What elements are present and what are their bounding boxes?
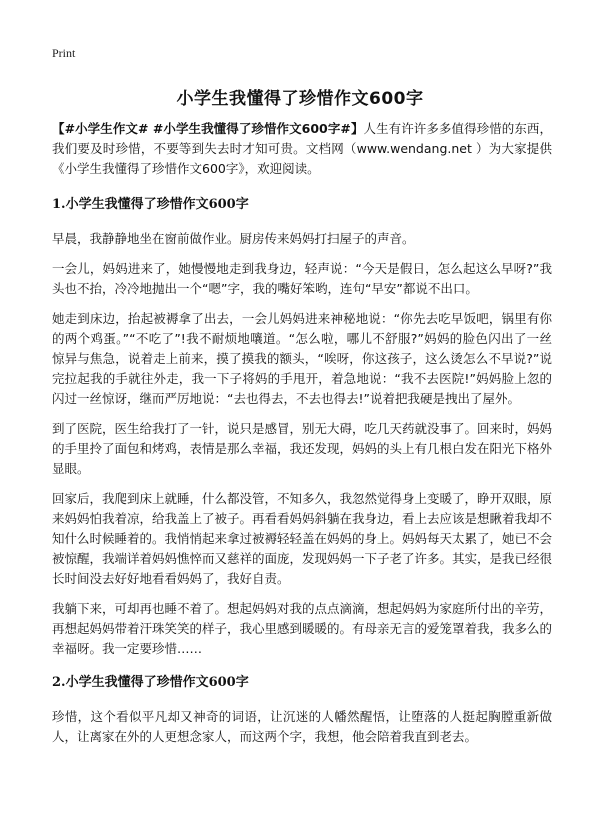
- section-2-paragraph-1: 珍惜，这个看似平凡却又神奇的词语，让沉迷的人幡然醒悟，让堕落的人挺起胸膛重新做人，让离家在外的人更想念家人，而这两个字，我想，他会陪着我直到老去。: [52, 709, 552, 744]
- section-1-paragraph-5: 回家后，我爬到床上就睡，什么都没管，不知多久，我忽然觉得身上变暖了，睁开双眼，原来妈妈怕我着凉，给我盖上了被子。再看看妈妈斜躺在我身边，看上去应该是想瞅着我却不知什么时候睡着的。我悄悄起来拿过被褥轻轻盖在妈妈的身上。妈妈每天太累了，她已不会被惊醒，我端详着妈妈憔悴而又慈祥的面庞，发现妈妈一下子老了许多。其实，是我已经很长时间没去好好地看看妈妈了，我好自责。: [52, 491, 553, 586]
- intro-paragraph: [52, 119, 552, 179]
- section-1-paragraph-2: 一会儿，妈妈进来了，她慢慢地走到我身边，轻声说：“今天是假日，怎么起这么早呀?”我头也不抬，冷冷地抛出一个“嗯”字，我的嘴好笨哟，连句“早安”都说不出口。: [52, 261, 552, 296]
- page-title: 小学生我懂得了珍惜作文600字: [176, 89, 424, 109]
- section-1-heading: 1.小学生我懂得了珍惜作文600字: [52, 197, 249, 212]
- print-label: Print: [52, 46, 76, 60]
- intro-text: 人生有许许多多值得珍惜的东西，我们要及时珍惜，不要等到失去时才知可贵。文档网（www.wendang.net ）为大家提供《小学生我懂得了珍惜作文600字》，欢迎阅读。: [52, 121, 552, 176]
- article-body: [52, 119, 552, 757]
- section-1-paragraph-4: 到了医院，医生给我打了一针，说只是感冒，别无大碍，吃几天药就没事了。回来时，妈妈的手里拎了面包和烤鸡，表情是那么幸福，我还发现，妈妈的头上有几根白发在阳光下格外显眼。: [52, 421, 553, 476]
- intro-tags: 【#小学生作文# #小学生我懂得了珍惜作文600字#】: [52, 121, 364, 136]
- section-1-paragraph-6: 我躺下来，可却再也睡不着了。想起妈妈对我的点点滴滴，想起妈妈为家庭所付出的辛劳，再想起妈妈带着汗珠笑笑的样子，我心里感到暖暖的。有母亲无言的爱笼罩着我，我多么的幸福呀。我一定要珍惜……: [52, 601, 553, 656]
- section-1-paragraph-1: 早晨，我静静地坐在窗前做作业。厨房传来妈妈打扫屋子的声音。: [52, 231, 415, 246]
- section-2-heading: 2.小学生我懂得了珍惜作文600字: [52, 675, 249, 690]
- section-1-paragraph-3: 她走到床边，抬起被褥拿了出去，一会儿妈妈进来神秘地说：“你先去吃早饭吧，锅里有你的两个鸡蛋。”“不吃了”!我不耐烦地嚷道。“怎么啦，哪儿不舒服?”妈妈的脸色闪出了一丝惊异与焦急，说着走上前来，摸了摸我的额头，“唉呀，你这孩子，这么烫怎么不早说?”说完拉起我的手就往外走，我一下子将妈的手甩开，着急地说：“我不去医院!”妈妈脸上忽的闪过一丝惊讶，继而严厉地说：“去也得去，不去也得去!”说着把我硬是拽出了屋外。: [52, 311, 552, 406]
